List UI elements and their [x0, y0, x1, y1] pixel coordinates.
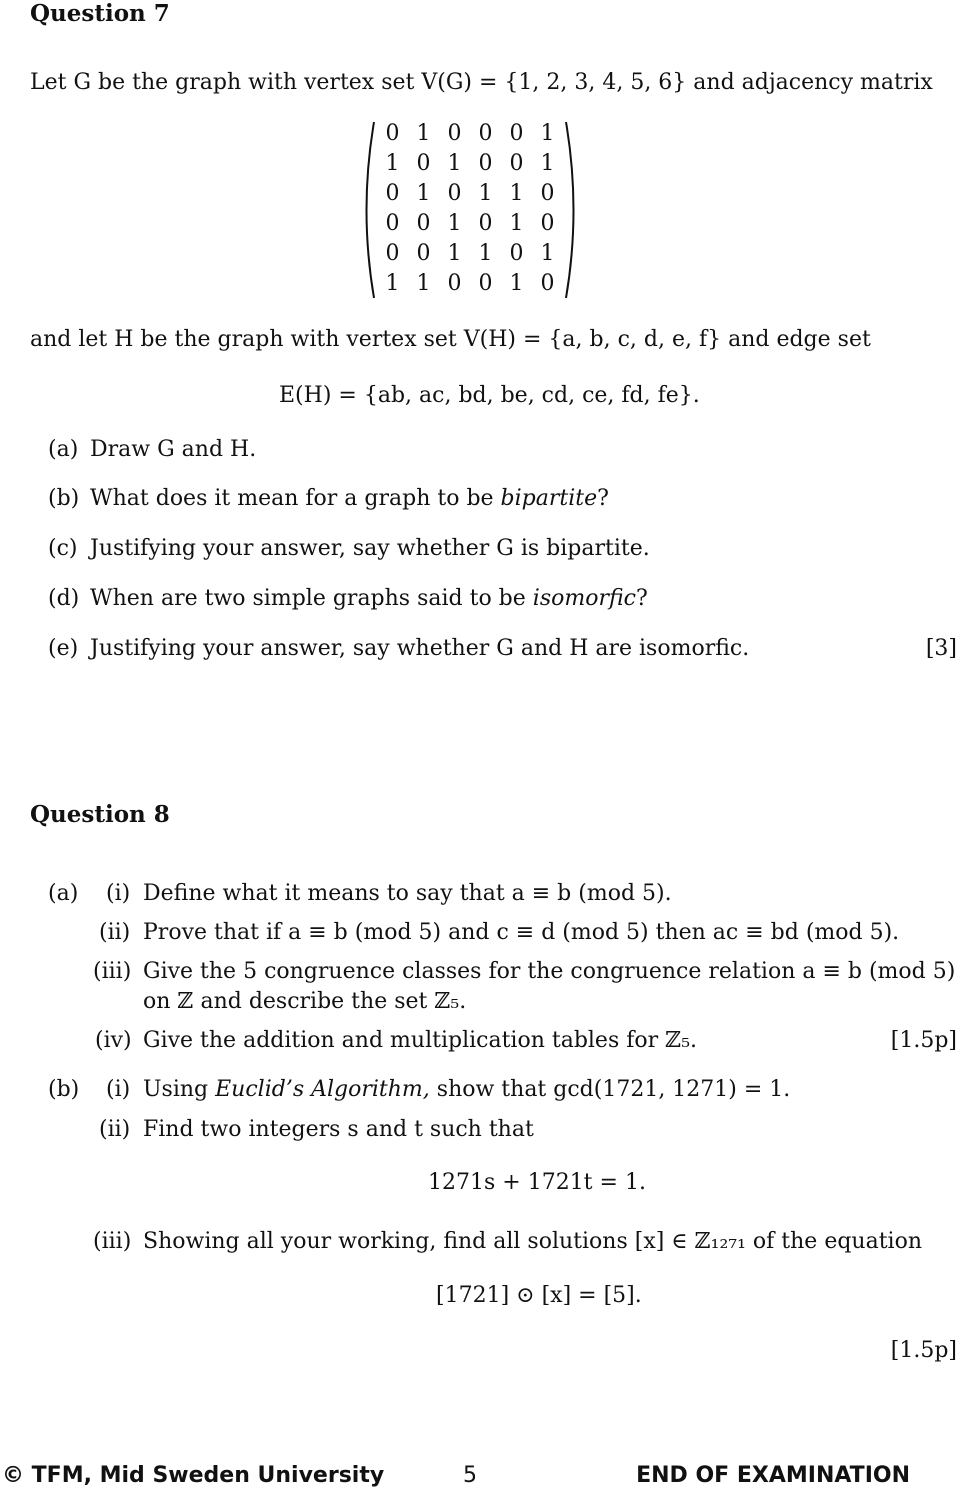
matrix-row	[377, 273, 563, 295]
part-label: (b)	[48, 1077, 80, 1102]
matrix-cell: 1	[509, 211, 524, 236]
subpart-label: (ii)	[99, 920, 131, 945]
matrix-cell: 1	[509, 271, 524, 296]
subpart-text: Define what it means to say that a ≡ b (mod 5).	[143, 881, 672, 906]
matrix-row	[377, 153, 563, 175]
matrix-cell: 0	[478, 271, 493, 296]
part-label: (d)	[48, 586, 80, 611]
matrix-cell: 0	[478, 121, 493, 146]
question-8-heading: Question 8	[30, 801, 170, 828]
matrix-cell: 0	[385, 121, 400, 146]
part-text: Justifying your answer, say whether G is bipartite.	[90, 536, 650, 561]
matrix-cell: 1	[478, 241, 493, 266]
equation-congruence: [1721] ⊙ [x] = [5].	[436, 1283, 642, 1308]
matrix-cell: 0	[385, 181, 400, 206]
matrix-cell: 0	[447, 121, 462, 146]
matrix-cell: 0	[540, 271, 555, 296]
matrix-cell: 1	[416, 271, 431, 296]
subpart-label: (ii)	[99, 1117, 131, 1142]
subpart-text: Give the addition and multiplication tables for ℤ₅.	[143, 1028, 698, 1053]
subpart-text: Showing all your working, find all solutions [x] ∈ ℤ₁₂₇₁ of the equation	[143, 1229, 923, 1254]
marks: [1.5p]	[890, 1028, 957, 1053]
part-label: (a)	[48, 437, 79, 462]
part-text: When are two simple graphs said to be isomorfic?	[90, 586, 648, 611]
subpart-text-continued: on ℤ and describe the set ℤ₅.	[143, 989, 467, 1014]
left-parenthesis	[357, 120, 377, 300]
matrix-cell: 1	[540, 241, 555, 266]
subpart-text: Using Euclid’s Algorithm, show that gcd(1721, 1271) = 1.	[143, 1077, 791, 1102]
matrix-cell: 1	[540, 121, 555, 146]
part-text: What does it mean for a graph to be bipartite?	[90, 486, 609, 511]
matrix-cell: 1	[447, 211, 462, 236]
matrix-cell: 0	[540, 211, 555, 236]
matrix-row	[377, 243, 563, 265]
footer-copyright: © TFM, Mid Sweden University	[2, 1463, 385, 1488]
part-label: (e)	[48, 636, 79, 661]
part-text: Draw G and H.	[90, 437, 257, 462]
matrix-cell: 0	[540, 181, 555, 206]
part-text: Justifying your answer, say whether G and H are isomorfic.	[90, 636, 750, 661]
matrix-cell: 0	[447, 271, 462, 296]
matrix-cell: 0	[509, 121, 524, 146]
matrix-cell: 0	[447, 181, 462, 206]
equation-bezout: 1271s + 1721t = 1.	[428, 1170, 646, 1195]
matrix-cell: 1	[385, 151, 400, 176]
subpart-text: Find two integers s and t such that	[143, 1117, 534, 1142]
matrix-cell: 0	[385, 211, 400, 236]
question-7-intro: Let G be the graph with vertex set V(G) = {1, 2, 3, 4, 5, 6} and adjacency matrix	[30, 70, 933, 95]
matrix-cell: 1	[540, 151, 555, 176]
matrix-cell: 0	[385, 241, 400, 266]
matrix-cell: 1	[447, 241, 462, 266]
matrix-cell: 0	[478, 211, 493, 236]
matrix-cell: 0	[509, 151, 524, 176]
matrix-cell: 1	[385, 271, 400, 296]
subpart-label: (iii)	[93, 1229, 132, 1254]
matrix-row	[377, 123, 563, 145]
h-intro: and let H be the graph with vertex set V(H) = {a, b, c, d, e, f} and edge set	[30, 327, 871, 352]
matrix-cell: 0	[416, 151, 431, 176]
matrix-cell: 0	[478, 151, 493, 176]
matrix-cell: 1	[509, 181, 524, 206]
part-label: (a)	[48, 881, 79, 906]
question-7-heading: Question 7	[30, 0, 170, 27]
right-parenthesis	[563, 120, 583, 300]
matrix-cell: 0	[416, 241, 431, 266]
matrix-cell: 1	[478, 181, 493, 206]
matrix-cell: 0	[416, 211, 431, 236]
matrix-row	[377, 183, 563, 205]
subpart-label: (i)	[106, 1077, 131, 1102]
page-number: 5	[463, 1463, 477, 1488]
marks: [3]	[925, 636, 957, 661]
subpart-text: Prove that if a ≡ b (mod 5) and c ≡ d (mod 5) then ac ≡ bd (mod 5).	[143, 920, 900, 945]
matrix-cell: 0	[509, 241, 524, 266]
matrix-cell: 1	[416, 121, 431, 146]
matrix-cell: 1	[416, 181, 431, 206]
subpart-label: (iv)	[95, 1028, 132, 1053]
subpart-label: (iii)	[93, 959, 132, 984]
subpart-label: (i)	[106, 881, 131, 906]
adjacency-matrix	[357, 120, 583, 300]
subpart-text: Give the 5 congruence classes for the congruence relation a ≡ b (mod 5)	[143, 959, 956, 984]
part-label: (b)	[48, 486, 80, 511]
edge-set: E(H) = {ab, ac, bd, be, cd, ce, fd, fe}.	[279, 383, 700, 408]
footer-end: END OF EXAMINATION	[636, 1463, 910, 1488]
part-label: (c)	[48, 536, 78, 561]
matrix-row	[377, 213, 563, 235]
matrix-cell: 1	[447, 151, 462, 176]
marks: [1.5p]	[890, 1338, 957, 1363]
